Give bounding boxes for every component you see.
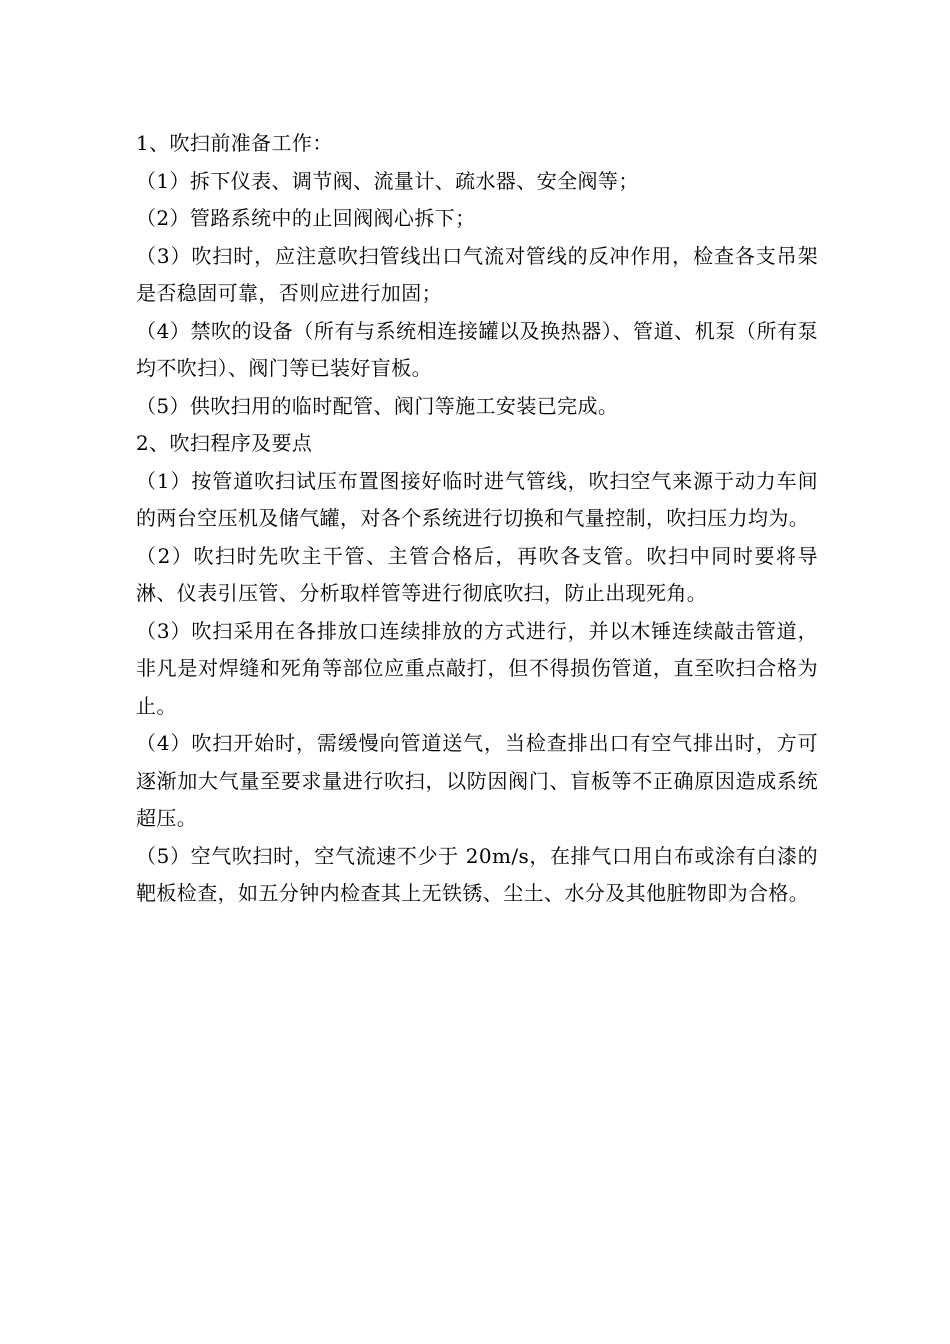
section-2-item-4: （4）吹扫开始时，需缓慢向管道送气，当检查排出口有空气排出时，方可逐渐加大气量至要求量进行吹扫，以防因阀门、盲板等不正确原因造成系统超压。 bbox=[136, 731, 818, 830]
section-1-item-2: （2）管路系统中的止回阀阀心拆下； bbox=[136, 206, 476, 230]
section-1-item-3: （3）吹扫时，应注意吹扫管线出口气流对管线的反冲作用，检查各支吊架是否稳固可靠，否则应进行加固； bbox=[136, 243, 818, 305]
section-1-item-4: （4）禁吹的设备（所有与系统相连接罐以及换热器）、管道、机泵（所有泵均不吹扫）、阀门等已装好盲板。 bbox=[136, 318, 818, 380]
document-body bbox=[136, 125, 818, 913]
section-1-heading: 1、吹扫前准备工作： bbox=[136, 131, 333, 155]
section-1-item-1: （1）拆下仪表、调节阀、流量计、疏水器、安全阀等； bbox=[136, 168, 639, 193]
section-2-heading: 2、吹扫程序及要点 bbox=[136, 431, 313, 455]
section-2-item-1: （1）按管道吹扫试压布置图接好临时进气管线，吹扫空气来源于动力车间的两台空压机及储气罐，对各个系统进行切换和气量控制，吹扫压力均为。 bbox=[136, 468, 818, 530]
section-1-item-5: （5）供吹扫用的临时配管、阀门等施工安装已完成。 bbox=[136, 393, 619, 418]
section-2-item-3: （3）吹扫采用在各排放口连续排放的方式进行，并以木锤连续敲击管道，非凡是对焊缝和死角等部位应重点敲打，但不得损伤管道，直至吹扫合格为止。 bbox=[136, 618, 818, 718]
section-2-item-2: （2）吹扫时先吹主干管、主管合格后，再吹各支管。吹扫中同时要将导淋、仪表引压管、分析取样管等进行彻底吹扫，防止出现死角。 bbox=[136, 543, 818, 605]
section-2-item-5: （5）空气吹扫时，空气流速不少于 20m/s，在排气口用白布或涂有白漆的靶板检查，如五分钟内检查其上无铁锈、尘土、水分及其他脏物即为合格。 bbox=[136, 843, 818, 905]
